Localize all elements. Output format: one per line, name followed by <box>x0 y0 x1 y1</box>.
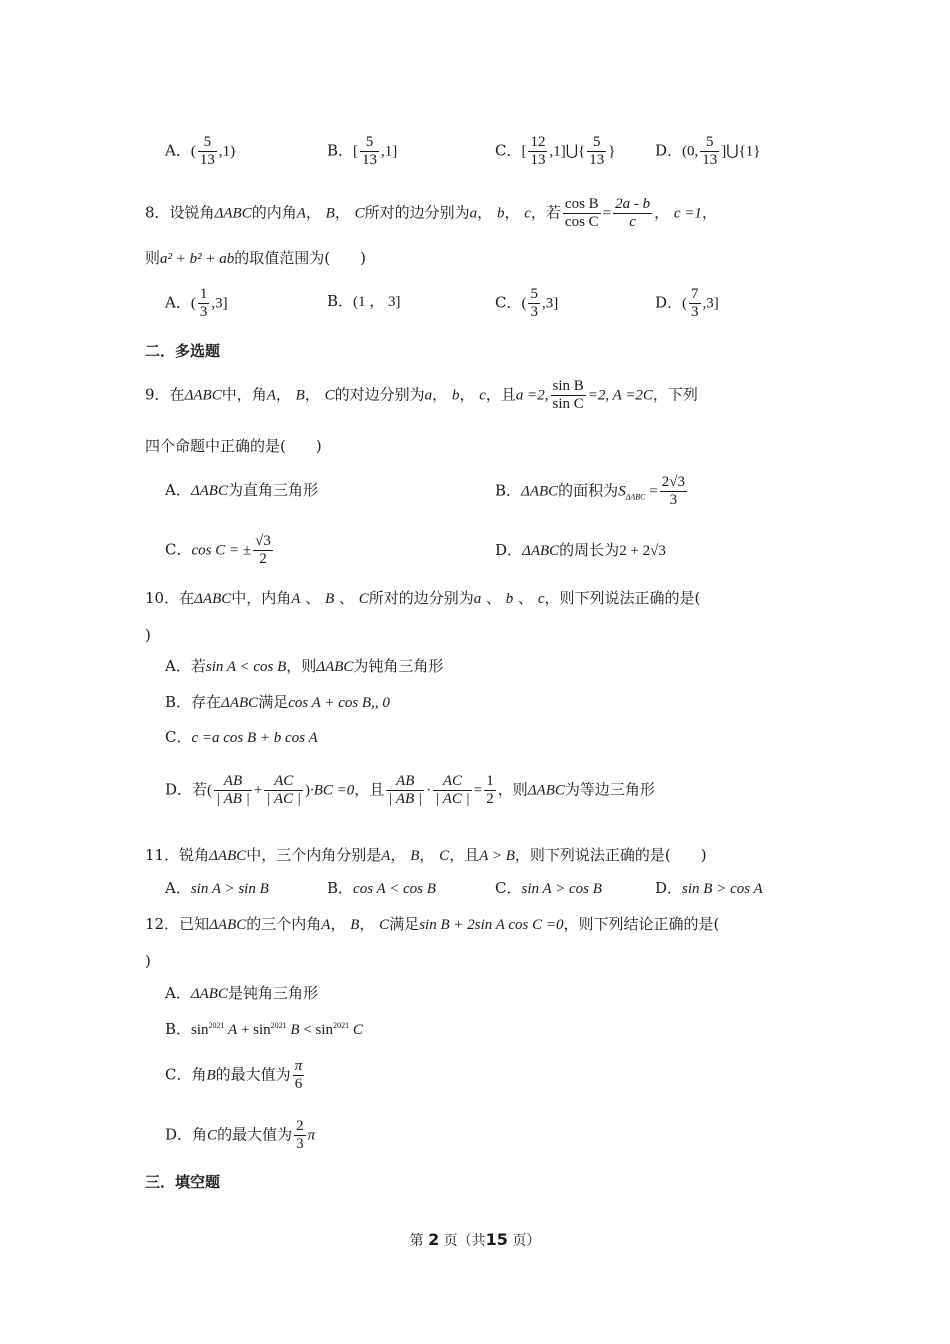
q12-option-b: B．$\sin^{2021} A + \sin^{2021} B < \sin^{2021} C$ <box>165 1020 363 1038</box>
fraction: $\frac{\text{cos B}}{\text{cos C}}$ <box>564 196 599 230</box>
q12-option-a: A．ΔABC是钝角三角形 <box>165 984 318 1002</box>
fraction: $\frac{AB}{| AB |}$ <box>388 773 423 807</box>
q10-stem-line1: 10．在ΔABC中，内角A 、 B 、 C所对的边分别为a 、 b 、 c，则下列说法正确的是( <box>145 589 701 607</box>
fraction: $\frac{1}{3}$ <box>199 286 208 320</box>
q11-option-d: D．sin B > cos A <box>655 879 763 897</box>
fraction: $\frac{AC}{| AC |}$ <box>435 773 470 807</box>
q9-option-a: A．ΔABC为直角三角形 <box>165 481 318 499</box>
page-footer: 第 2 页（共15 页） <box>409 1230 541 1249</box>
q7-option-b: B．[ $\frac{5}{13}$ ,1] <box>327 134 398 168</box>
fraction: $\frac{\text{sin B}}{\text{sin C}}$ <box>552 378 584 412</box>
fraction: $\frac{12}{13}$ <box>530 134 546 168</box>
q11-option-a: A．sin A > sin B <box>165 879 269 897</box>
fraction: $\frac{AC}{| AC |}$ <box>266 773 301 807</box>
fraction: $\frac{5}{13}$ <box>702 134 718 168</box>
q7-option-c: C．[ $\frac{12}{13}$ ,1]⋃{ $\frac{5}{13}$ } <box>495 134 616 168</box>
fraction: $\frac{AB}{| AB |}$ <box>216 773 250 807</box>
fraction: $\frac{\pi}{6}$ <box>294 1058 303 1092</box>
q12-option-d: D．角C的最大值为 $\frac{2}{3}$ π <box>165 1118 316 1152</box>
q10-stem-line2: ) <box>145 626 151 644</box>
page-number: 2 <box>428 1230 440 1249</box>
fraction: $\frac{5}{13}$ <box>362 134 378 168</box>
q8-option-d: D．( $\frac{7}{3}$ ,3] <box>655 286 719 320</box>
fraction: $\frac{2a - b}{c}$ <box>615 196 651 230</box>
q9-stem-line1: 9．在ΔABC中，角A， B， C的对边分别为a， b， c，且a =2, $\frac{\text{sin B}}{\text{sin C}}$ =2, A =2C，下列 <box>145 378 698 412</box>
q10-option-b: B．存在ΔABC满足cos A + cos B,, 0 <box>165 693 390 711</box>
q11-option-b: B．cos A < cos B <box>327 879 436 897</box>
fraction: $\frac{5}{3}$ <box>530 286 538 320</box>
q12-option-c: C．角B的最大值为 $\frac{\pi}{6}$ <box>165 1058 303 1092</box>
q8-option-a: A．( $\frac{1}{3}$ ,3] <box>165 286 228 320</box>
q9-stem-line2: 四个命题中正确的是( ) <box>145 437 322 455</box>
section-heading-fill-blank: 三．填空题 <box>145 1173 221 1191</box>
q12-stem-line1: 12．已知ΔABC的三个内角A， B， C满足sin B + 2sin A cos C =0，则下列结论正确的是( <box>145 915 720 933</box>
q7-option-a: A．( $\frac{5}{13}$ ,1) <box>165 134 236 168</box>
fraction: $\frac{2√3}{3}$ <box>661 474 685 508</box>
section-heading-multi-choice: 二．多选题 <box>145 342 221 360</box>
q7-option-d: D．(0, $\frac{5}{13}$ ]⋃{1} <box>655 134 761 168</box>
fraction: $\frac{2}{3}$ <box>296 1118 304 1152</box>
page-total: 15 <box>485 1230 508 1249</box>
q8-stem-line2: 则a² + b² + ab的取值范围为( ) <box>145 249 366 267</box>
q8-option-b: B．(1 ， 3] <box>327 292 401 310</box>
q9-option-d: D．ΔABC的周长为2 + 2√3 <box>495 541 666 559</box>
q11-option-c: C．sin A > cos B <box>495 879 602 897</box>
fraction: $\frac{1}{2}$ <box>486 773 494 807</box>
q10-option-a: A．若sin A < cos B，则ΔABC为钝角三角形 <box>165 657 444 675</box>
fraction: $\frac{5}{13}$ <box>589 134 605 168</box>
fraction: $\frac{√3}{2}$ <box>255 533 271 567</box>
q8-stem-line1: 8．设锐角ΔABC的内角A， B， C所对的边分别为a， b， c，若 $\frac{\text{cos B}}{\text{cos C}}$ = $\frac{2a - b}{c}$ ， c =1， <box>145 196 717 230</box>
q10-option-d: D．若( $\frac{AB}{| AB |}$ + $\frac{AC}{| AC |}$ )·BC =0，且 $\frac{AB}{| AB |}$ · $\frac{AC}{| AC |}$ = $\frac{1}{2}$ ，则ΔABC为等边三角形 <box>165 773 655 807</box>
q8-option-c: C．( $\frac{5}{3}$ ,3] <box>495 286 559 320</box>
q9-option-c: C．cos C = ± $\frac{√3}{2}$ <box>165 533 271 567</box>
q11-stem: 11．锐角ΔABC中，三个内角分别是A， B， C，且A > B，则下列说法正确的是( ) <box>145 846 707 864</box>
fraction: $\frac{7}{3}$ <box>691 286 699 320</box>
fraction: $\frac{5}{13}$ <box>199 134 215 168</box>
q9-option-b: B．ΔABC的面积为$S_{\Delta ABC}$ = $\frac{2√3}{3}$ <box>495 474 685 508</box>
q12-stem-line2: ) <box>145 952 151 970</box>
q10-option-c: C．c =a cos B + b cos A <box>165 728 318 746</box>
